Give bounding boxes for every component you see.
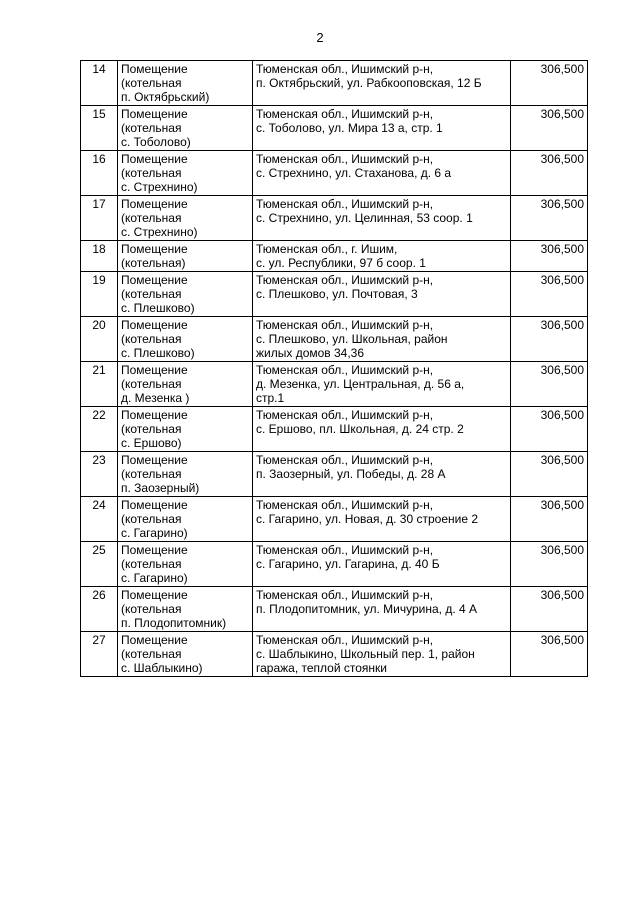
property-table-body: [81, 61, 588, 677]
value-cell: 306,500: [511, 196, 588, 241]
property-table: [80, 60, 588, 677]
row-number-cell: 14: [81, 61, 118, 106]
value-cell: 306,500: [511, 587, 588, 632]
address-cell: Тюменская обл., Ишимский р-н, п. Заозерный, ул. Победы, д. 28 А: [253, 452, 511, 497]
row-number-cell: 22: [81, 407, 118, 452]
table-row: [81, 452, 588, 497]
row-number-cell: 24: [81, 497, 118, 542]
table-row: [81, 151, 588, 196]
address-cell: Тюменская обл., Ишимский р-н, с. Стрехнино, ул. Целинная, 53 соор. 1: [253, 196, 511, 241]
table-row: [81, 196, 588, 241]
address-cell: Тюменская обл., Ишимский р-н, с. Плешково, ул. Почтовая, 3: [253, 272, 511, 317]
row-number-cell: 20: [81, 317, 118, 362]
address-cell: Тюменская обл., Ишимский р-н, с. Шаблыкино, Школьный пер. 1, район гаража, теплой стоянки: [253, 632, 511, 677]
row-number-cell: 27: [81, 632, 118, 677]
premises-name-cell: Помещение (котельная с. Стрехнино): [118, 196, 253, 241]
value-cell: 306,500: [511, 362, 588, 407]
value-cell: 306,500: [511, 632, 588, 677]
premises-name-cell: Помещение (котельная п. Октябрьский): [118, 61, 253, 106]
table-row: [81, 272, 588, 317]
row-number-cell: 21: [81, 362, 118, 407]
premises-name-cell: Помещение (котельная д. Мезенка ): [118, 362, 253, 407]
page-number: 2: [316, 30, 324, 45]
address-cell: Тюменская обл., Ишимский р-н, п. Плодопитомник, ул. Мичурина, д. 4 А: [253, 587, 511, 632]
premises-name-cell: Помещение (котельная п. Плодопитомник): [118, 587, 253, 632]
premises-name-cell: Помещение (котельная с. Плешково): [118, 272, 253, 317]
value-cell: 306,500: [511, 151, 588, 196]
value-cell: 306,500: [511, 106, 588, 151]
value-cell: 306,500: [511, 407, 588, 452]
row-number-cell: 25: [81, 542, 118, 587]
table-row: [81, 542, 588, 587]
address-cell: Тюменская обл., Ишимский р-н, д. Мезенка, ул. Центральная, д. 56 а, стр.1: [253, 362, 511, 407]
premises-name-cell: Помещение (котельная с. Плешково): [118, 317, 253, 362]
premises-name-cell: Помещение (котельная с. Стрехнино): [118, 151, 253, 196]
address-cell: Тюменская обл., Ишимский р-н, п. Октябрьский, ул. Рабкооповская, 12 Б: [253, 61, 511, 106]
table-row: [81, 106, 588, 151]
row-number-cell: 19: [81, 272, 118, 317]
value-cell: 306,500: [511, 241, 588, 272]
address-cell: Тюменская обл., Ишимский р-н, с. Плешково, ул. Школьная, район жилых домов 34,36: [253, 317, 511, 362]
row-number-cell: 18: [81, 241, 118, 272]
premises-name-cell: Помещение (котельная с. Шаблыкино): [118, 632, 253, 677]
value-cell: 306,500: [511, 497, 588, 542]
premises-name-cell: Помещение (котельная с. Ершово): [118, 407, 253, 452]
address-cell: Тюменская обл., Ишимский р-н, с. Стрехнино, ул. Стаханова, д. 6 а: [253, 151, 511, 196]
address-cell: Тюменская обл., Ишимский р-н, с. Тоболово, ул. Мира 13 а, стр. 1: [253, 106, 511, 151]
table-row: [81, 407, 588, 452]
row-number-cell: 15: [81, 106, 118, 151]
address-cell: Тюменская обл., Ишимский р-н, с. Гагарино, ул. Новая, д. 30 строение 2: [253, 497, 511, 542]
table-row: [81, 317, 588, 362]
row-number-cell: 17: [81, 196, 118, 241]
address-cell: Тюменская обл., г. Ишим, с. ул. Республики, 97 б соор. 1: [253, 241, 511, 272]
row-number-cell: 16: [81, 151, 118, 196]
value-cell: 306,500: [511, 61, 588, 106]
value-cell: 306,500: [511, 272, 588, 317]
value-cell: 306,500: [511, 452, 588, 497]
address-cell: Тюменская обл., Ишимский р-н, с. Ершово, пл. Школьная, д. 24 стр. 2: [253, 407, 511, 452]
table-row: [81, 632, 588, 677]
table-row: [81, 61, 588, 106]
premises-name-cell: Помещение (котельная с. Гагарино): [118, 497, 253, 542]
value-cell: 306,500: [511, 542, 588, 587]
value-cell: 306,500: [511, 317, 588, 362]
address-cell: Тюменская обл., Ишимский р-н, с. Гагарино, ул. Гагарина, д. 40 Б: [253, 542, 511, 587]
premises-name-cell: Помещение (котельная): [118, 241, 253, 272]
table-row: [81, 587, 588, 632]
premises-name-cell: Помещение (котельная с. Тоболово): [118, 106, 253, 151]
premises-name-cell: Помещение (котельная с. Гагарино): [118, 542, 253, 587]
table-row: [81, 241, 588, 272]
row-number-cell: 23: [81, 452, 118, 497]
table-row: [81, 497, 588, 542]
premises-name-cell: Помещение (котельная п. Заозерный): [118, 452, 253, 497]
table-row: [81, 362, 588, 407]
row-number-cell: 26: [81, 587, 118, 632]
